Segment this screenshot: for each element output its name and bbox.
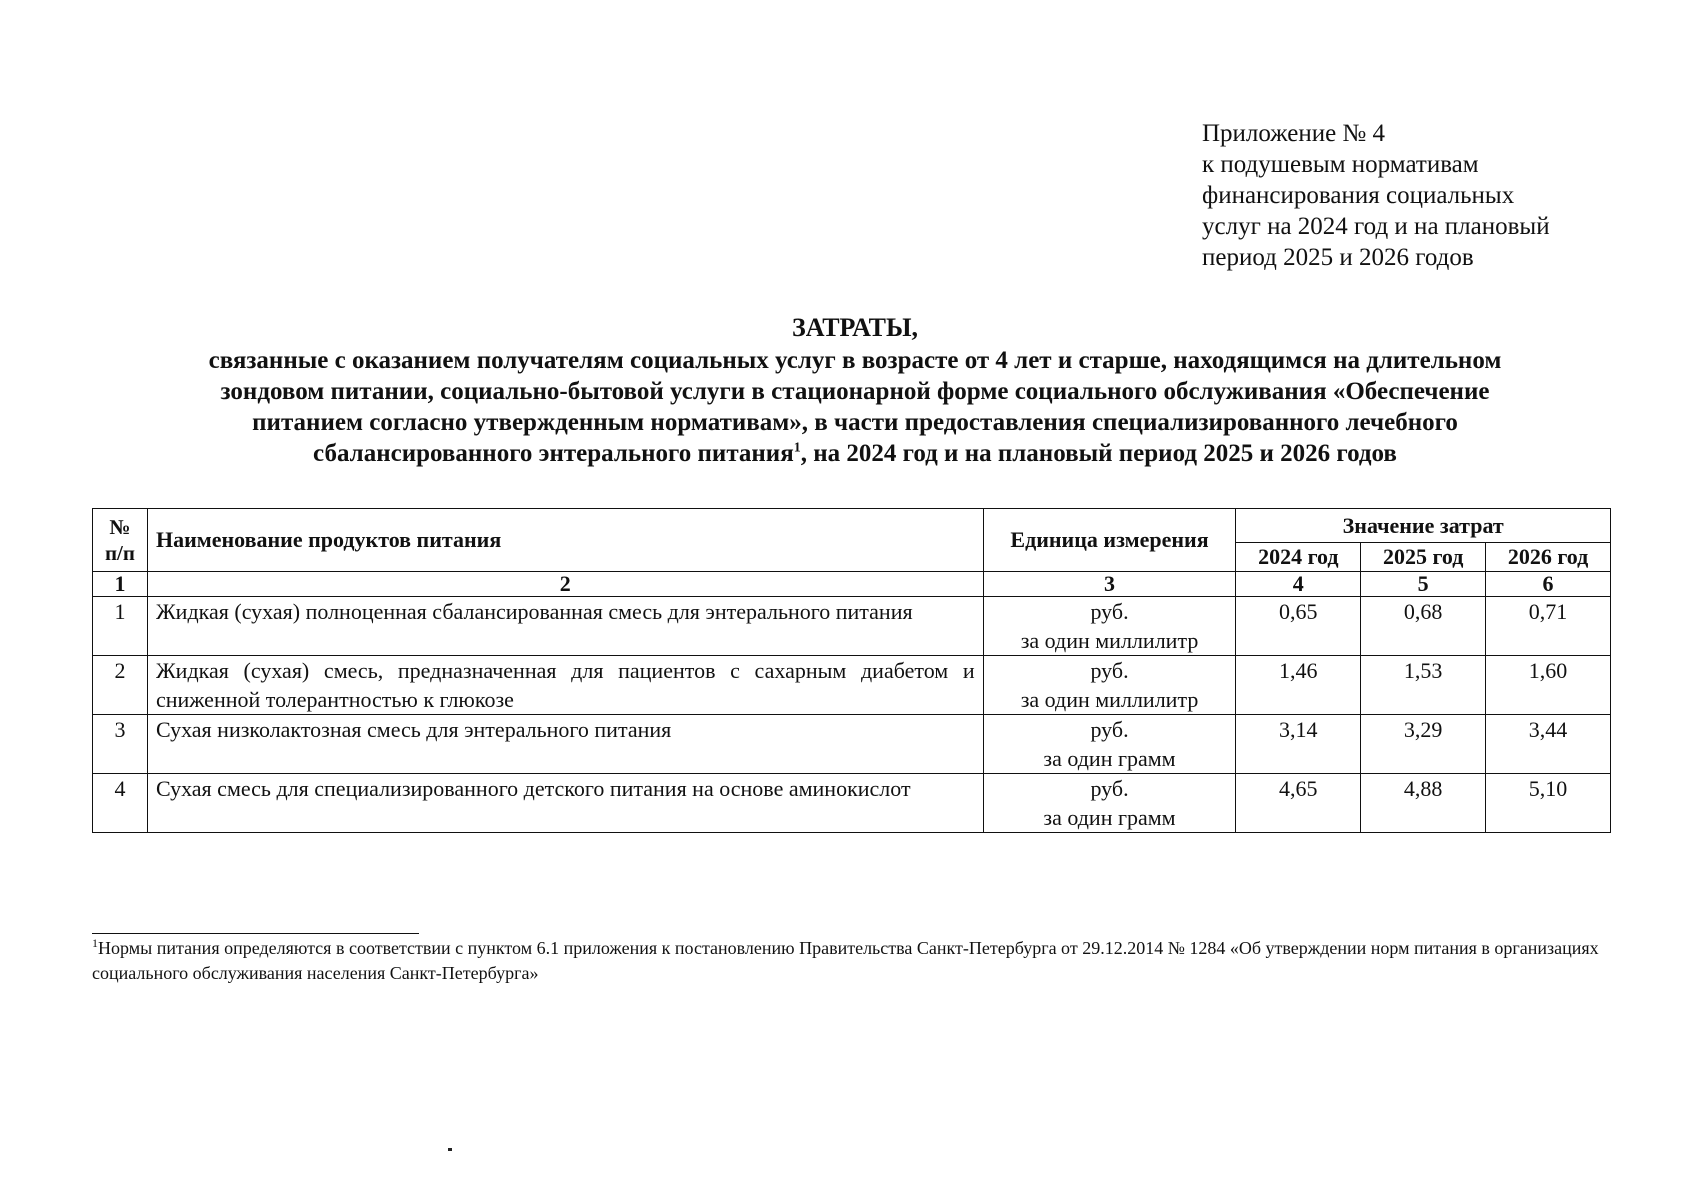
row-value-2026: 1,60 xyxy=(1486,656,1611,715)
header-num: № п/п xyxy=(93,509,148,572)
row-value-2024: 0,65 xyxy=(1236,597,1361,656)
unit-measure: за один грамм xyxy=(1043,746,1176,771)
row-value-2026: 0,71 xyxy=(1486,597,1611,656)
row-value-2024: 1,46 xyxy=(1236,656,1361,715)
row-num: 2 xyxy=(93,656,148,715)
table-row xyxy=(93,597,1611,656)
footnote xyxy=(92,936,1617,986)
title-line-part: , на 2024 год и на плановый период 2025 и 2026 годов xyxy=(800,440,1397,467)
row-value-2025: 0,68 xyxy=(1361,597,1486,656)
row-value-2024: 3,14 xyxy=(1236,715,1361,774)
title-line xyxy=(90,438,1620,469)
table-row xyxy=(93,656,1611,715)
row-product-name: Сухая смесь для специализированного детского питания на основе аминокислот xyxy=(147,774,983,833)
column-number: 2 xyxy=(147,572,983,597)
title-line: питанием согласно утвержденным нормативам», в части предоставления специализированного лечебного xyxy=(252,409,1458,436)
header-year-2024: 2024 год xyxy=(1236,543,1361,572)
column-number-row xyxy=(93,572,1611,597)
header-year-2026: 2026 год xyxy=(1486,543,1611,572)
row-unit xyxy=(983,774,1236,833)
row-value-2024: 4,65 xyxy=(1236,774,1361,833)
row-num: 4 xyxy=(93,774,148,833)
row-num: 3 xyxy=(93,715,148,774)
row-value-2025: 1,53 xyxy=(1361,656,1486,715)
unit-measure: за один миллилитр xyxy=(1020,628,1199,653)
unit-measure: за один грамм xyxy=(1043,805,1176,830)
header-name: Наименование продуктов питания xyxy=(147,509,983,572)
row-unit xyxy=(983,715,1236,774)
title-line: связанные с оказанием получателям социальных услуг в возрасте от 4 лет и старше, находящимся на длительном xyxy=(208,347,1502,374)
costs-table xyxy=(92,508,1611,833)
row-value-2025: 4,88 xyxy=(1361,774,1486,833)
row-product-name: Жидкая (сухая) смесь, предназначенная для пациентов с сахарным диабетом и сниженной толерантностью к глюкозе xyxy=(147,656,983,715)
table-row xyxy=(93,715,1611,774)
footnote-divider xyxy=(92,933,419,934)
row-value-2026: 5,10 xyxy=(1486,774,1611,833)
column-number: 1 xyxy=(93,572,148,597)
row-unit xyxy=(983,597,1236,656)
appendix-line: финансирования социальных xyxy=(1202,182,1515,209)
document-title xyxy=(90,312,1620,469)
title-heading: ЗАТРАТЫ, xyxy=(792,313,918,342)
appendix-line: услуг на 2024 год и на плановый xyxy=(1202,213,1550,240)
table-header-row xyxy=(93,509,1611,543)
footnote-text: Нормы питания определяются в соответствии с пунктом 6.1 приложения к постановлению Правительства Санкт-Петербурга от 29.12.2014 № 1284 «Об утверждении норм питания в организациях социального обслуживания населения Санкт-Петербурга» xyxy=(92,938,1599,983)
column-number: 3 xyxy=(983,572,1236,597)
column-number: 5 xyxy=(1361,572,1486,597)
column-number: 4 xyxy=(1236,572,1361,597)
title-line: зондовом питании, социально-бытовой услуги в стационарной форме социального обслуживания «Обеспечение xyxy=(220,378,1490,405)
footnote-mark: 1 xyxy=(92,936,98,950)
unit-currency: руб. xyxy=(1090,776,1129,801)
scan-speck xyxy=(448,1148,452,1151)
row-num: 1 xyxy=(93,597,148,656)
header-unit: Единица измерения xyxy=(983,509,1236,572)
unit-currency: руб. xyxy=(1090,599,1129,624)
row-value-2025: 3,29 xyxy=(1361,715,1486,774)
unit-currency: руб. xyxy=(1090,717,1129,742)
appendix-line: период 2025 и 2026 годов xyxy=(1202,244,1474,271)
row-value-2026: 3,44 xyxy=(1486,715,1611,774)
row-product-name: Сухая низколактозная смесь для энтерального питания xyxy=(147,715,983,774)
unit-measure: за один миллилитр xyxy=(1020,687,1199,712)
appendix-line: к подушевым нормативам xyxy=(1202,151,1479,178)
header-values-group: Значение затрат xyxy=(1236,509,1611,543)
row-product-name: Жидкая (сухая) полноценная сбалансированная смесь для энтерального питания xyxy=(147,597,983,656)
appendix-line: Приложение № 4 xyxy=(1202,120,1386,147)
title-line-part: сбалансированного энтерального питания xyxy=(313,440,794,467)
column-number: 6 xyxy=(1486,572,1611,597)
appendix-block xyxy=(1202,118,1622,273)
unit-currency: руб. xyxy=(1090,658,1129,683)
table-row xyxy=(93,774,1611,833)
row-unit xyxy=(983,656,1236,715)
footnote-ref: 1 xyxy=(793,440,801,456)
header-year-2025: 2025 год xyxy=(1361,543,1486,572)
